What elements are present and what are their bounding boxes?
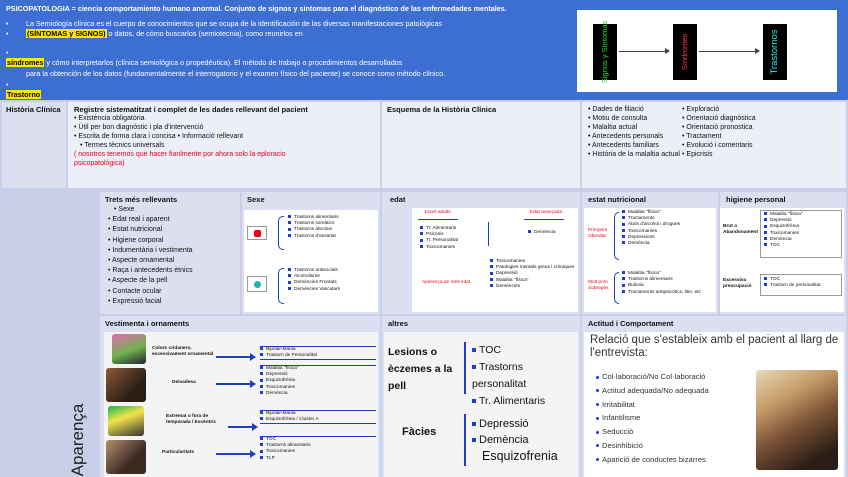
vestimenta-cell — [100, 316, 380, 477]
nutri-label-2: Molt prim Sobrepès — [588, 280, 609, 292]
facies-label: Fàcies — [402, 426, 437, 438]
trets-item: • Edat real i aparent — [108, 216, 170, 224]
actitud-cell — [582, 316, 846, 477]
esquema-cell — [382, 102, 580, 188]
altres-cell — [382, 316, 580, 477]
esquema-list-cell — [582, 102, 846, 188]
trets-item: • Contacte ocular — [108, 287, 162, 295]
vestimenta-title: Vestimenta i ornaments — [105, 319, 190, 328]
top-text — [6, 4, 566, 101]
lesions-label: Lesions o èczemes a la pell — [388, 346, 453, 392]
esquema-item: • Epicrisis — [682, 151, 713, 158]
top-banner — [0, 0, 848, 100]
higiene-cell — [720, 192, 846, 314]
sexe-title: Sexe — [247, 195, 265, 204]
vest-list-2: Malaltia "física" Depressió Esquizofrènia Toxicomanies Demència — [260, 365, 376, 397]
trets-item: • Aspecte de la pell — [108, 277, 168, 285]
esquema-item: • Orientació pronostica — [682, 124, 753, 131]
edat-bottom-list: Toxicomanies Patologies mentals greus i cròniques Depressió Malaltia "física" Demències — [490, 259, 576, 290]
edat-panel — [412, 208, 578, 312]
esquema-item: • Evolució i comentaris — [682, 142, 753, 149]
trastorno-highlight: Trastorno — [7, 90, 41, 100]
higiene-title: higiene personal — [726, 195, 786, 204]
higiene-box-2: TOC Trastorn de personalitat — [760, 274, 842, 296]
vest-label-1: Colors cridaners, excessivament ornamental — [152, 346, 214, 358]
esquema-title: Esquema de la Història Clínica — [387, 105, 497, 114]
trets-list — [100, 205, 240, 307]
edat-old-label: Edat avançada — [530, 210, 563, 215]
altres-panel — [384, 332, 578, 477]
historia-note: ( nosotros tenemos que hacer fianlmente por ahora solo la eploracio psicopatológica) — [74, 151, 286, 167]
edat-right-item: Demència — [528, 230, 556, 236]
flow-box-sindromes: Síndromes — [673, 24, 697, 80]
vest-label-4: Particularitats — [162, 450, 194, 455]
higiene-panel — [720, 208, 844, 312]
actitud-list: Col·laboració/No Col·laboració Actitud adequada/No adequada Irritabilitat Infantilisme Seducció Desinhibició Aparició de conductes bizarres — [596, 370, 709, 467]
edat-cell — [382, 192, 580, 314]
flow-arrow-2 — [699, 51, 759, 52]
edat-mid-label: Aparença de més edat — [422, 280, 471, 285]
vestimenta-panel — [104, 332, 378, 477]
historia-title: Història Clínica — [6, 105, 61, 114]
historia-desc-cell — [68, 102, 380, 188]
eccentric-person-photo — [108, 406, 144, 436]
esquema-item: • Malaltia actual — [588, 124, 638, 131]
historia-title-cell — [2, 102, 66, 188]
trets-item: • Expressió facial — [108, 297, 162, 305]
trets-item: • Sexe — [114, 206, 135, 213]
male-symbol-icon — [247, 276, 267, 292]
actitud-title: Actitud i Comportament — [588, 319, 674, 328]
sindromes-paragraph: • síndromes y cómo interpretarlos (clínica semiológica o propedéutica). El método de trabajo o procedimientos desarrollados para la obtención de los datos (fundamentalmente el interrogatorio y el examen físico del paciente) se conoce como método clínico. • Trastorno — [6, 47, 446, 100]
trets-title: Trets més rellevants — [105, 195, 178, 204]
trets-item: • Raça i antecedents ètnics — [108, 267, 193, 275]
sintomas-highlight: (SÍNTOMAS y SIGNOS) — [27, 29, 106, 39]
trets-item: • Aspecte ornamental — [108, 257, 175, 265]
nutri-list-2: Malaltia "física" Trastorns alimentaris Bulimia Tractaments antipsicòtics, litio, etc — [622, 271, 714, 296]
sexe-group-1: Trastorns alimentaris Trastorns somàtics Trastorns afectius Trastorns d'ansietat — [288, 215, 339, 240]
psico-definition: PSICOPATOLOGIA = ciencia comportamiento humano anormal. Conjunto de signos y síntomas para el diagnóstico de las enfermedades mentales. — [6, 4, 507, 13]
female-symbol-icon — [247, 226, 267, 240]
esquema-item: • Exploració — [682, 106, 720, 113]
nutri-list-1: Malaltia "física" Tractaments Abús d'alcohol i drogues Toxicomanies Depressions Demència — [622, 210, 680, 247]
facies-list: Depressió Demència Esquizofrenia — [472, 416, 558, 464]
esquema-item: • Orientació diagnòstica — [682, 115, 756, 122]
nutricional-panel — [584, 208, 716, 312]
esquema-item: • Motiu de consulta — [588, 115, 648, 122]
esquema-item: • Antecedents familiars — [588, 142, 659, 149]
esquema-item: • Dades de filiació — [588, 106, 644, 113]
higiene-label-1: Brut o Abandonament — [723, 224, 758, 236]
vest-label-2: Deixadesa — [172, 380, 196, 385]
edat-left-list: Tr. Alimentaris Psicosis Tr. Personalitat Toxicomanies — [420, 226, 458, 251]
colorful-outfit-photo — [112, 334, 146, 364]
vest-label-3: Extremat o fora de temporada / Excèntric — [166, 414, 217, 426]
flow-box-trastornos: Trastornos — [763, 24, 787, 80]
historia-item: • Escrita de forma clara i concisa • Informació rellevant — [74, 133, 244, 140]
historia-desc-title: Registre sistematitzat i complet de les dades rellevant del pacient — [74, 105, 308, 114]
lesions-list: TOC Trastorns personalitat Tr. Alimentaris — [472, 344, 546, 407]
vest-list-1: Bipolar-Mania Trastorn de Personalitat — [260, 346, 376, 360]
sexe-panel — [244, 210, 378, 312]
nutricional-cell — [582, 192, 718, 314]
unkempt-person-photo — [106, 368, 146, 402]
flow-box-signos: Signos y Síntomas — [593, 24, 617, 80]
aparenca-label: Aparença — [68, 403, 87, 477]
vest-list-3: Bipolar-Mania Esquizofrènia / Cluster A — [260, 410, 376, 424]
edat-title: edat — [390, 195, 406, 204]
nutricional-title: estat nutricional — [588, 195, 646, 204]
actitud-heading: Relació que s'estableix amb el pacient al llarg de l'entrevista: — [590, 334, 839, 359]
sindromes-highlight: síndromes — [7, 58, 44, 68]
higiene-box-1: Malaltia "física" Depressió Esquizofrènia Toxicomanies Demència TOC — [760, 210, 842, 258]
trets-item: • Estat nutricional — [108, 226, 163, 234]
trets-cell — [100, 192, 240, 314]
sexe-group-2: Trastorns antisocials Alcoholisme Demències Frontals Demències Vasculars — [288, 268, 340, 293]
trets-item: • Higiene corporal — [108, 236, 164, 244]
esquema-item: • Tractament — [682, 133, 722, 140]
esquema-item: • Història de la malaltia actual — [588, 151, 680, 158]
vest-list-4: TOC Trastorns alimentaris Toxicomanies TLP — [260, 436, 376, 462]
nutri-label-1: Primprim Obesitat — [588, 228, 608, 240]
woman-photo — [756, 370, 838, 470]
higiene-label-2: Excessiva preocupació — [723, 278, 752, 290]
historia-item: • Termes tècnics universals — [80, 142, 165, 149]
semiologia-paragraph: • La Semiología clínica es el cuerpo de conocimientos que se ocupa de la identificación de las diversas manifestaciones patológicas • (SÍNTOMAS y SIGNOS) o datos, de cómo buscarlos (semiotecnia), como reunirlos en — [6, 18, 442, 39]
flow-diagram — [577, 10, 837, 92]
sexe-cell — [242, 192, 380, 314]
historia-item: • Existència obligatòria — [74, 115, 145, 122]
tattoo-person-photo — [106, 440, 146, 474]
edat-young-label: Joves adults — [424, 210, 451, 215]
altres-title: altres — [388, 319, 409, 328]
historia-item: • Útil per bon diagnòstic i pla d'intervenció — [74, 124, 204, 131]
trets-item: • Indumentària i vestimenta — [108, 246, 193, 254]
esquema-list-left — [588, 105, 680, 159]
esquema-list-right — [682, 105, 802, 159]
esquema-item: • Antecedents personals — [588, 133, 664, 140]
flow-arrow-1 — [619, 51, 669, 52]
actitud-panel — [584, 332, 844, 477]
